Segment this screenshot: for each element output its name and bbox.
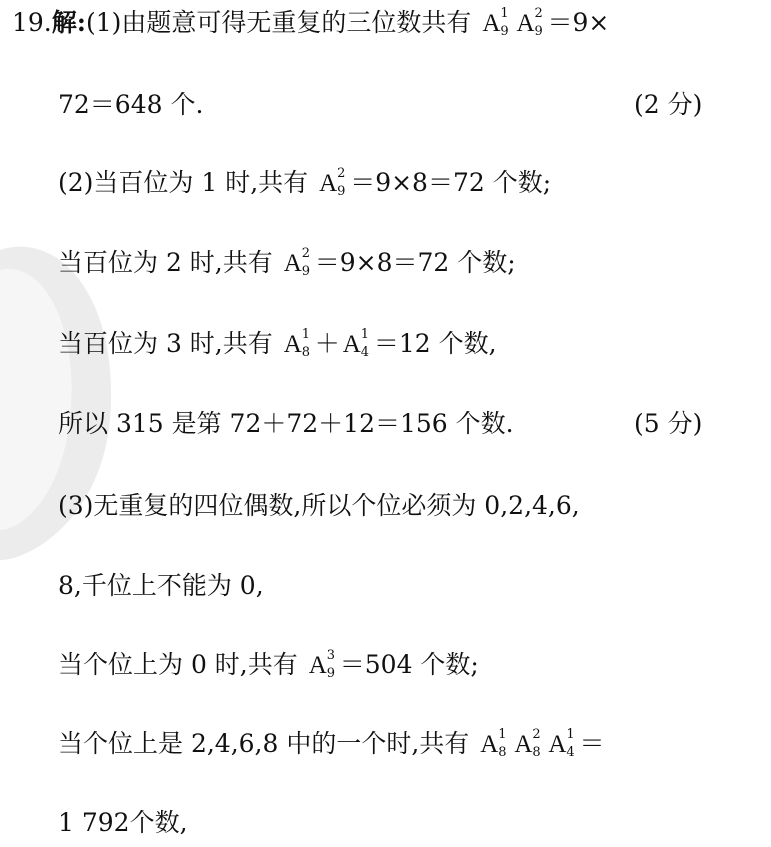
permutation-symbol: A 3 9 bbox=[308, 648, 335, 681]
permutation-symbol: A 2 8 bbox=[514, 727, 541, 760]
problem-line-9: 当个位上为 0 时,共有 A 3 9 ＝504 个数; bbox=[58, 648, 479, 681]
permutation-symbol: A 1 8 bbox=[480, 727, 507, 760]
permutation-symbol: A 1 4 bbox=[342, 327, 370, 360]
permutation-symbol: A 2 9 bbox=[319, 166, 346, 199]
problem-number: 19. bbox=[12, 8, 52, 37]
permutation-symbol: A 1 9 bbox=[482, 6, 509, 39]
problem-line-2: 72＝648 个. bbox=[58, 90, 204, 119]
problem-line-1 bbox=[12, 6, 609, 41]
permutation-symbol: A 2 9 bbox=[283, 246, 310, 279]
problem-line-11: 1 792个数, bbox=[58, 808, 188, 837]
problem-line-6: 所以 315 是第 72＋72＋12＝156 个数. bbox=[58, 409, 514, 438]
solve-label: 解: bbox=[51, 8, 86, 37]
problem-line-5: 当百位为 3 时,共有 A 1 8 ＋ A 1 4 ＝12 个数, bbox=[58, 327, 497, 360]
part1-equation: ＝9× bbox=[547, 8, 610, 37]
problem-line-8: 8,千位上不能为 0, bbox=[58, 571, 264, 600]
permutation-symbol: A 1 4 bbox=[548, 727, 575, 760]
permutation-symbol: A 2 9 bbox=[516, 6, 543, 39]
score-part1: (2 分) bbox=[634, 90, 703, 119]
problem-line-10: 当个位上是 2,4,6,8 中的一个时,共有 A 1 8 A 2 8 A 1 4 ＝ bbox=[58, 727, 605, 760]
score-part2: (5 分) bbox=[634, 409, 703, 438]
problem-line-4: 当百位为 2 时,共有 A 2 9 ＝9×8＝72 个数; bbox=[58, 246, 516, 279]
permutation-symbol: A 1 8 bbox=[283, 327, 310, 360]
problem-line-7: (3)无重复的四位偶数,所以个位必须为 0,2,4,6, bbox=[58, 491, 580, 520]
part1-text: (1)由题意可得无重复的三位数共有 bbox=[86, 8, 472, 37]
problem-line-3: (2)当百位为 1 时,共有 A 2 9 ＝9×8＝72 个数; bbox=[58, 166, 552, 199]
